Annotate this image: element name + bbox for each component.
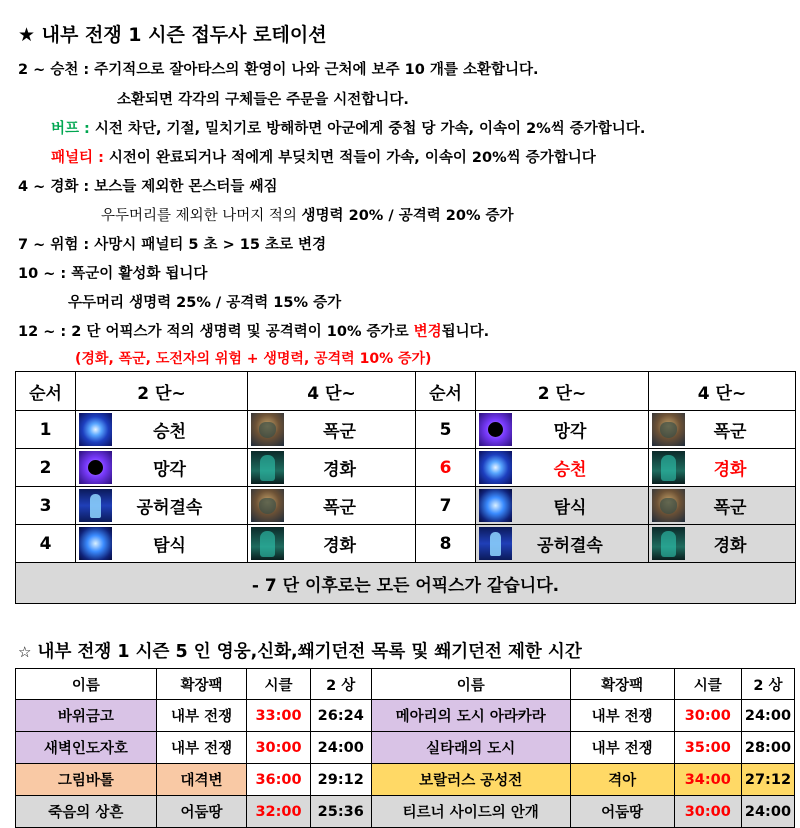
header-two-chest-1: 2 상 xyxy=(310,669,371,700)
affix-name: 폭군 xyxy=(713,498,747,518)
affix-cell xyxy=(248,525,416,563)
devour-orb-icon xyxy=(479,489,512,522)
header-time-2: 시클 xyxy=(674,669,741,700)
tyrannical-icon xyxy=(652,413,685,446)
dungeon-row xyxy=(16,700,795,732)
dungeon-name: 죽음의 상흔 xyxy=(16,796,157,828)
dungeon-header-row xyxy=(16,669,795,700)
dungeon-expansion: 어둠땅 xyxy=(570,796,674,828)
page-title: ★ 내부 전쟁 1 시즌 접두사 로테이션 xyxy=(18,24,327,46)
affix-name: 경화 xyxy=(713,536,747,556)
rule-ascension xyxy=(18,58,539,79)
affix-header-row xyxy=(16,372,796,411)
rule-penalty xyxy=(51,146,596,167)
dungeon-time-limit: 35:00 xyxy=(674,732,741,764)
tyrannical-icon xyxy=(251,413,284,446)
dungeon-title xyxy=(18,638,582,663)
order-cell: 4 xyxy=(16,525,76,563)
header-order-1: 순서 xyxy=(16,372,76,411)
header-time-1: 시클 xyxy=(247,669,310,700)
affix-cell xyxy=(76,411,248,449)
order-cell: 8 xyxy=(416,525,476,563)
dungeon-name: 그림바톨 xyxy=(16,764,157,796)
dungeon-two-chest: 24:00 xyxy=(310,732,371,764)
order-cell: 2 xyxy=(16,449,76,487)
dungeon-two-chest: 24:00 xyxy=(741,796,794,828)
affix-row xyxy=(16,525,796,563)
dungeon-row xyxy=(16,732,795,764)
affix-cell xyxy=(649,525,796,563)
dungeon-name: 새벽인도자호 xyxy=(16,732,157,764)
rule-tyrannical: 10 ~ : 폭군이 활성화 됩니다 xyxy=(18,266,208,282)
rule-fortified: 4 ~ 경화 : 보스들 제외한 몬스터들 쌔짐 xyxy=(18,179,278,195)
void-bound-icon xyxy=(479,527,512,560)
order-cell: 1 xyxy=(16,411,76,449)
affix-cell xyxy=(76,487,248,525)
void-bound-icon xyxy=(79,489,112,522)
dungeon-row xyxy=(16,796,795,828)
dungeon-two-chest: 25:36 xyxy=(310,796,371,828)
rule-ascension-cont: 소환되면 각각의 구체들은 주문을 시전합니다. xyxy=(117,92,409,108)
header-level4-2: 4 단~ xyxy=(649,372,796,411)
header-expansion-1: 확장팩 xyxy=(156,669,247,700)
level12-changed: 변경 xyxy=(413,324,442,340)
affix-row xyxy=(16,411,796,449)
devour-orb-icon xyxy=(79,527,112,560)
affix-footer-row xyxy=(16,563,796,604)
order-cell-highlight: 6 xyxy=(416,449,476,487)
dungeon-time-limit: 30:00 xyxy=(247,732,310,764)
header-name-1: 이름 xyxy=(16,669,157,700)
rule-buff xyxy=(51,117,645,138)
dungeon-two-chest: 28:00 xyxy=(741,732,794,764)
header-level2-1: 2 단~ xyxy=(76,372,248,411)
black-hole-icon xyxy=(79,451,112,484)
dungeon-name: 바위금고 xyxy=(16,700,157,732)
affix-cell xyxy=(476,525,649,563)
affix-cell xyxy=(476,449,649,487)
header-order-2: 순서 xyxy=(416,372,476,411)
dungeon-expansion: 내부 전쟁 xyxy=(156,700,247,732)
dungeon-time-limit: 33:00 xyxy=(247,700,310,732)
affix-name: 공허결속 xyxy=(136,498,203,518)
dungeon-two-chest: 24:00 xyxy=(741,700,794,732)
dungeon-expansion: 내부 전쟁 xyxy=(570,700,674,732)
dungeon-time-limit: 32:00 xyxy=(247,796,310,828)
dungeon-two-chest: 26:24 xyxy=(310,700,371,732)
rule-level12-note: (경화, 폭군, 도전자의 위험 + 생명력, 공격력 10% 증가) xyxy=(75,351,432,367)
header-level2-2: 2 단~ xyxy=(476,372,649,411)
dungeon-name: 보랄러스 공성전 xyxy=(371,764,570,796)
vortex-icon xyxy=(79,413,112,446)
penalty-label: 패널티 : xyxy=(51,150,109,166)
dungeon-time-limit: 30:00 xyxy=(674,700,741,732)
rule-level12 xyxy=(18,320,489,341)
tyrannical-icon xyxy=(652,489,685,522)
hollow-star-icon: ☆ xyxy=(18,643,32,661)
rule-ascension-text: 주기적으로 잘아타스의 환영이 나와 근처에 보주 10 개를 소환합니다. xyxy=(94,62,539,78)
affix-name-highlight: 승천 xyxy=(553,460,587,480)
dungeon-row xyxy=(16,764,795,796)
affix-name: 폭군 xyxy=(713,422,747,442)
tyrannical-icon xyxy=(251,489,284,522)
buff-text: 시전 차단, 기절, 밀치기로 방해하면 아군에게 중첩 당 가속, 이속이 2%씩 증가합니다. xyxy=(94,121,646,137)
order-cell: 3 xyxy=(16,487,76,525)
dungeon-table xyxy=(15,668,795,828)
affix-cell xyxy=(248,411,416,449)
fortified-detail-bold: 생명력 20% / 공격력 20% 증가 xyxy=(301,208,514,224)
black-hole-icon xyxy=(479,413,512,446)
header-name-2: 이름 xyxy=(371,669,570,700)
dungeon-time-limit: 36:00 xyxy=(247,764,310,796)
affix-name: 망각 xyxy=(553,422,587,442)
dungeon-expansion: 격아 xyxy=(570,764,674,796)
affix-cell xyxy=(248,449,416,487)
affix-name: 공허결속 xyxy=(537,536,603,556)
affix-cell xyxy=(476,411,649,449)
level12-text-a: 12 ~ : 2 단 어픽스가 적의 생명력 및 공격력이 10% 증가로 xyxy=(18,324,414,340)
header-level4-1: 4 단~ xyxy=(248,372,416,411)
order-cell: 5 xyxy=(416,411,476,449)
dungeon-title-text: 내부 전쟁 1 시즌 5 인 영웅,신화,쐐기던전 목록 및 쐐기던전 제한 시간 xyxy=(31,642,582,662)
dungeon-two-chest: 29:12 xyxy=(310,764,371,796)
dungeon-name: 실타래의 도시 xyxy=(371,732,570,764)
affix-name: 경화 xyxy=(323,536,356,556)
rule-ascension-label: 2 ~ 승천 : xyxy=(18,62,95,78)
affix-rotation-table xyxy=(15,371,796,604)
dungeon-name: 티르너 사이드의 안개 xyxy=(371,796,570,828)
affix-row xyxy=(16,449,796,487)
fortified-detail-normal: 우두머리를 제외한 나머지 적의 xyxy=(101,208,302,224)
rule-fortified-detail xyxy=(101,204,514,225)
fortified-icon xyxy=(251,451,284,484)
dungeon-time-limit: 34:00 xyxy=(674,764,741,796)
affix-cell xyxy=(248,487,416,525)
fortified-icon xyxy=(652,527,685,560)
dungeon-two-chest: 27:12 xyxy=(741,764,794,796)
header-two-chest-2: 2 상 xyxy=(741,669,794,700)
affix-name: 폭군 xyxy=(323,422,356,442)
dungeon-expansion: 내부 전쟁 xyxy=(570,732,674,764)
affix-cell xyxy=(649,487,796,525)
affix-name: 경화 xyxy=(323,460,356,480)
affix-cell xyxy=(76,525,248,563)
affix-name-highlight: 경화 xyxy=(713,460,747,480)
header-expansion-2: 확장팩 xyxy=(570,669,674,700)
dungeon-expansion: 내부 전쟁 xyxy=(156,732,247,764)
affix-cell xyxy=(649,449,796,487)
rule-tyrannical-detail: 우두머리 생명력 25% / 공격력 15% 증가 xyxy=(68,295,342,311)
vortex-icon xyxy=(479,451,512,484)
affix-cell xyxy=(649,411,796,449)
dungeon-time-limit: 30:00 xyxy=(674,796,741,828)
penalty-text: 시전이 완료되거나 적에게 부딪치면 적들이 가속, 이속이 20%씩 증가합니다 xyxy=(108,150,596,166)
affix-footer: - 7 단 이후로는 모든 어픽스가 같습니다. xyxy=(16,563,796,604)
order-cell: 7 xyxy=(416,487,476,525)
affix-cell xyxy=(76,449,248,487)
level12-text-b: 됩니다. xyxy=(441,324,490,340)
fortified-icon xyxy=(652,451,685,484)
affix-name: 탐식 xyxy=(553,498,587,518)
affix-cell xyxy=(476,487,649,525)
dungeon-expansion: 어둠땅 xyxy=(156,796,247,828)
dungeon-name: 메아리의 도시 아라카라 xyxy=(371,700,570,732)
affix-name: 폭군 xyxy=(323,498,356,518)
affix-row xyxy=(16,487,796,525)
affix-name: 탐식 xyxy=(153,536,186,556)
affix-name: 승천 xyxy=(153,422,186,442)
rule-peril: 7 ~ 위험 : 사망시 패널티 5 초 > 15 초로 변경 xyxy=(18,237,327,253)
buff-label: 버프 : xyxy=(51,121,95,137)
fortified-icon xyxy=(251,527,284,560)
dungeon-expansion: 대격변 xyxy=(156,764,247,796)
affix-name: 망각 xyxy=(153,460,186,480)
